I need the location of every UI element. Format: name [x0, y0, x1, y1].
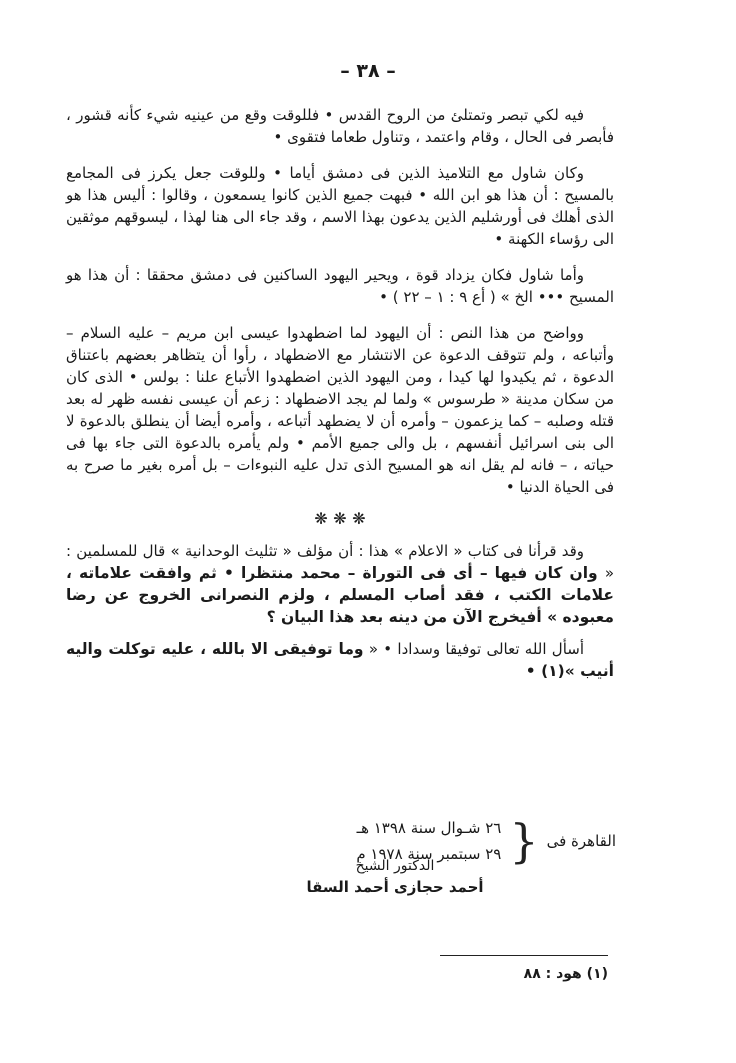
- date-gregorian: ٢٩ سبتمبر سنة ١٩٧٨ م: [356, 845, 502, 863]
- author-name: أحمد حجازى أحمد السقا: [306, 878, 484, 896]
- paragraph-4: وواضح من هذا النص : أن اليهود لما اضطهدوا عيسى ابن مريم – عليه السلام – وأتباعه ، ولم تتوقف الدعوة عن الانتشار مع الاضطهاد ، رأوا أن يتظاهر بعضهم باعتناق الدعوة ، ثم يكيدوا لها كيدا ، ومن اليهود الذين اضطهدوا الأتباع علنا : بولس • الذى كان من سكان مدينة « طرسوس » ولما لم يجد الاضطهاد : زعم أن عيسى نفسه ظهر له بعد قتله وصلبه – كما يزعمون – وأمره أن لا يضطهد أتباعه ، وأمره أيضا أن ينطلق بالدعوة لا الى بنى اسرائيل أنفسهم ، بل والى جميع الأمم • ولم يأمره بالدعوة التى جاء بها فى حياته ، – فانه لم يقل انه هو المسيح الذى تدل عليه النبوءات – بل أمره بغير ما صرح به فى الحياة الدنيا •: [66, 324, 614, 496]
- dates: [356, 819, 501, 863]
- quote-intro: وقد قرأنا فى كتاب « الاعلام » هذا : أن مؤلف « تثليث الوحدانية » قال للمسلمين : «: [66, 542, 614, 582]
- date-hijri: ٢٦ شـوال سنة ١٣٩٨ هـ: [356, 819, 502, 837]
- page-number: – ٣٨ –: [340, 60, 396, 82]
- section-separator: ❋ ❋ ❋: [314, 509, 366, 528]
- prayer-paragraph: [66, 638, 614, 682]
- quote-bold-text: وان كان فيها – أى فى التوراة – محمد منتظرا • ثم وافقت علاماته ، علامات الكتب ، فقد أصاب المسلم ، ولزم النصرانى الخروج عن رضا معبوده » أفيخرج الآن من دينه بعد هذا البيان ؟: [66, 564, 614, 626]
- footnote-divider: [440, 955, 608, 956]
- paragraph-3: وأما شاول فكان يزداد قوة ، ويحير اليهود الساكنين فى دمشق محققا : أن هذا هو المسيح ••• الخ » ( أع ٩ : ١ – ٢٢ ) •: [66, 266, 614, 306]
- quote-paragraph: [66, 540, 614, 628]
- body-text: [66, 104, 614, 696]
- brace-glyph: {: [509, 814, 539, 868]
- paragraph-2: وكان شاول مع التلاميذ الذين فى دمشق أياما • وللوقت جعل يكرز فى المجامع بالمسيح : أن هذا هو ابن الله • فبهت جميع الذين كانوا يسمعون ، وقالوا : أليس هذا هو الذى أهلك فى أورشليم الذين يدعون بهذا الاسم ، وقد جاء الى هنا لهذا ، ليسوقهم موثقين الى رؤساء الكهنة •: [66, 164, 614, 248]
- footnote: (١) هود : ٨٨: [523, 966, 608, 982]
- paragraph-1: فيه لكي تبصر وتمتلئ من الروح القدس • فللوقت وقع من عينيه شيء كأنه قشور ، فأبصر فى الحال ، وقام واعتمد ، وتناول طعاما فتقوى •: [66, 106, 614, 146]
- author-signature: [270, 858, 520, 896]
- prayer-bold-text: وما توفيقى الا بالله ، عليه توكلت واليه أنيب »(١) •: [66, 640, 614, 680]
- author-title: الدكتور الشيخ: [355, 858, 435, 874]
- place-label: القاهرة فى: [546, 832, 616, 850]
- prayer-intro: أسأل الله تعالى توفيقا وسدادا • «: [363, 640, 585, 658]
